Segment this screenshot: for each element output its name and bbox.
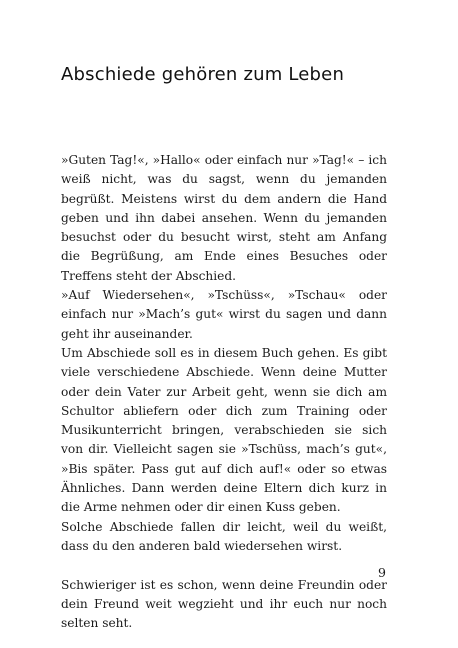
paragraph-gap — [61, 556, 387, 575]
chapter-title: Abschiede gehören zum Leben — [61, 64, 345, 85]
paragraph-greeting: »Guten Tag!«, »Hallo« oder einfach nur »Tag!« – ich weiß nicht, was du sagst, wenn du jemanden begrüßt. Meistens wirst du dem andern die Hand geben und ihn dabei ansehen. Wenn du jemanden besuchst oder du besucht wirst, steht am Anfang die Begrüßung, am Ende eines Besuches oder Treffens steht der Abschied. — [61, 153, 387, 283]
page-number: 9 — [378, 565, 386, 580]
paragraph-easy-farewells: Solche Abschiede fallen dir leicht, weil du weißt, dass du den anderen bald wiedersehen wirst. — [61, 519, 387, 553]
paragraph-book-topic: Um Abschiede soll es in diesem Buch gehen. Es gibt viele verschiedene Abschiede. Wenn deine Mutter oder dein Vater zur Arbeit geht, wenn sie dich am Schultor abliefern oder dich zum Training oder Musikunterricht bringen, verabschieden sie sich von dir. Vielleicht sagen sie »Tschüss, mach’s gut«, »Bis später. Pass gut auf dich auf!« oder so etwas Ähnliches. Dann werden deine Eltern dich kurz in die Arme nehmen oder dir einen Kuss geben. — [61, 345, 387, 515]
paragraph-harder-farewells: Schwieriger ist es schon, wenn deine Freundin oder dein Freund weit wegzieht und ihr euch nur noch selten seht. — [61, 577, 387, 631]
chapter-body — [61, 151, 387, 633]
paragraph-farewell-words: »Auf Wiedersehen«, »Tschüss«, »Tschau« oder einfach nur »Mach’s gut« wirst du sagen und dann geht ihr auseinander. — [61, 288, 387, 341]
